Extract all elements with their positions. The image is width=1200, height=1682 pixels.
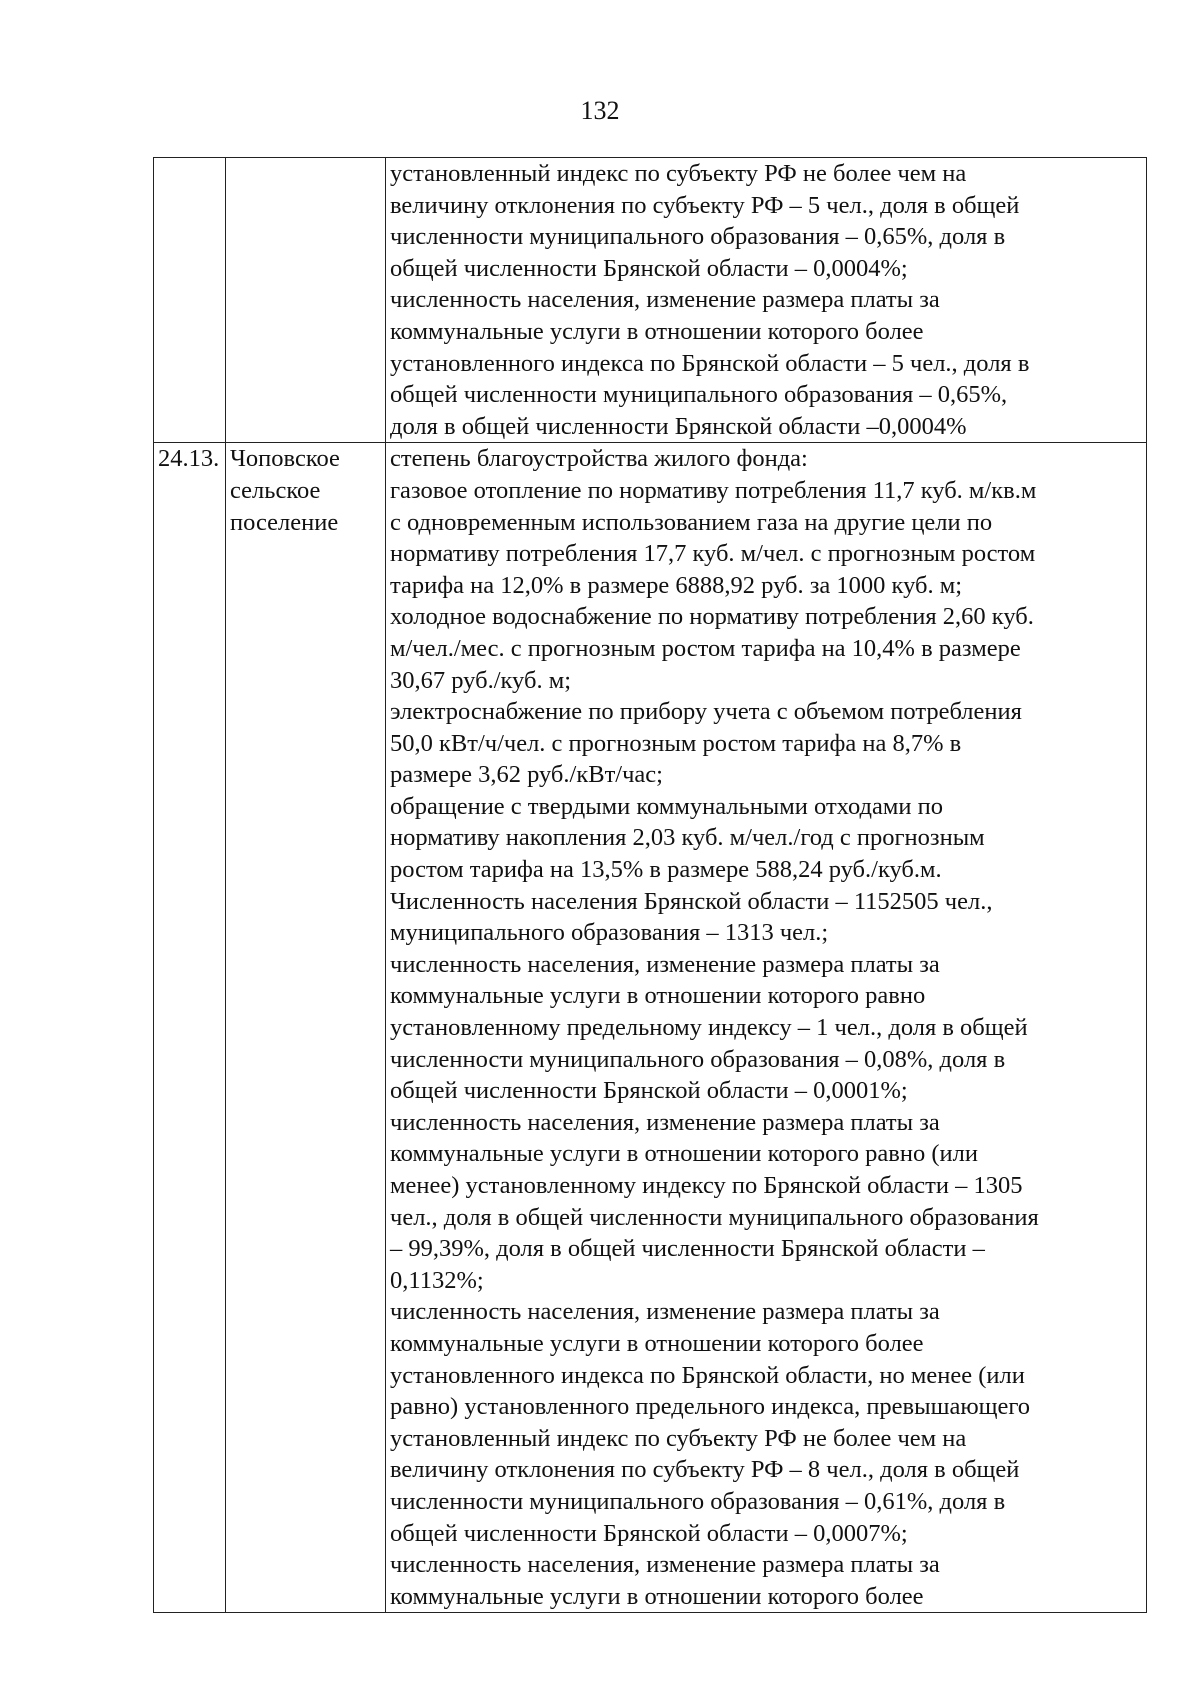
- description-line: общей численности Брянской области – 0,0004%;: [390, 254, 908, 282]
- description-line: 30,67 руб./куб. м;: [390, 666, 572, 694]
- description-line: коммунальные услуги в отношении которого более: [390, 1582, 924, 1610]
- description-line: доля в общей численности Брянской области –0,0004%: [390, 412, 967, 440]
- description-line: величину отклонения по субъекту РФ – 8 чел., доля в общей: [390, 1456, 1020, 1484]
- description-line: установленный индекс по субъекту РФ не более чем на: [390, 160, 967, 187]
- row-number-cell: [154, 158, 226, 443]
- row-number: 24.13.: [158, 445, 220, 473]
- description-line: коммунальные услуги в отношении которого более: [390, 1329, 924, 1357]
- description-line: нормативу накопления 2,03 куб. м/чел./год с прогнозным: [390, 824, 985, 852]
- document-table: [153, 157, 1147, 1613]
- description-line: размере 3,62 руб./кВт/час;: [390, 761, 663, 789]
- description-line: установленного индекса по Брянской области – 5 чел., доля в: [390, 349, 1030, 377]
- description-line: численность населения, изменение размера платы за: [390, 1551, 940, 1579]
- description-line: численности муниципального образования – 0,61%, доля в: [390, 1487, 1006, 1515]
- description-line: численность населения, изменение размера платы за: [390, 950, 940, 978]
- municipality-name-line: поселение: [230, 508, 339, 536]
- description-line: общей численности Брянской области – 0,0007%;: [390, 1519, 908, 1547]
- description-cell: [386, 443, 1147, 1613]
- description-line: численность населения, изменение размера платы за: [390, 1298, 940, 1326]
- description-line: коммунальные услуги в отношении которого более: [390, 317, 924, 345]
- description-line: обращение с твердыми коммунальными отходами по: [390, 792, 943, 820]
- municipality-cell: [226, 158, 386, 443]
- description-line: численности муниципального образования – 0,65%, доля в: [390, 223, 1006, 251]
- table-body: [154, 158, 1147, 1613]
- table-row: [154, 443, 1147, 1613]
- description-line: степень благоустройства жилого фонда:: [390, 445, 808, 473]
- description-line: тарифа на 12,0% в размере 6888,92 руб. за 1000 куб. м;: [390, 571, 963, 599]
- description-line: коммунальные услуги в отношении которого равно (или: [390, 1140, 978, 1168]
- description-line: общей численности муниципального образования – 0,65%,: [390, 381, 1008, 409]
- description-line: муниципального образования – 1313 чел.;: [390, 919, 829, 947]
- description-line: с одновременным использованием газа на другие цели по: [390, 508, 993, 536]
- municipality-name-line: Чоповское: [230, 445, 340, 473]
- municipality-cell: [226, 443, 386, 1613]
- municipality-name-line: сельское: [230, 476, 321, 504]
- description-line: 0,1132%;: [390, 1266, 484, 1294]
- description-line: ростом тарифа на 13,5% в размере 588,24 руб./куб.м.: [390, 856, 942, 884]
- row-number-cell: [154, 443, 226, 1613]
- description-line: 50,0 кВт/ч/чел. с прогнозным ростом тарифа на 8,7% в: [390, 729, 962, 757]
- description-line: общей численности Брянской области – 0,0001%;: [390, 1077, 908, 1105]
- description-line: чел., доля в общей численности муниципального образования: [390, 1203, 1039, 1231]
- description-line: электроснабжение по прибору учета с объемом потребления: [390, 698, 1022, 726]
- description-line: численности муниципального образования – 0,08%, доля в: [390, 1045, 1006, 1073]
- description-line: установленного индекса по Брянской области, но менее (или: [390, 1361, 1025, 1389]
- description-line: равно) установленного предельного индекса, превышающего: [390, 1393, 1031, 1421]
- description-line: Численность населения Брянской области – 1152505 чел.,: [390, 887, 993, 915]
- description-line: численность населения, изменение размера платы за: [390, 1108, 940, 1136]
- description-line: коммунальные услуги в отношении которого равно: [390, 982, 926, 1010]
- description-line: нормативу потребления 17,7 куб. м/чел. с прогнозным ростом: [390, 540, 1036, 568]
- description-line: установленный индекс по субъекту РФ не более чем на: [390, 1424, 967, 1452]
- description-line: установленному предельному индексу – 1 чел., доля в общей: [390, 1014, 1028, 1042]
- description-line: холодное водоснабжение по нормативу потребления 2,60 куб.: [390, 603, 1034, 631]
- table-row: [154, 158, 1147, 443]
- description-cell: [386, 158, 1147, 443]
- description-line: – 99,39%, доля в общей численности Брянской области –: [390, 1235, 985, 1263]
- page-number: 132: [580, 96, 620, 125]
- description-line: численность населения, изменение размера платы за: [390, 286, 940, 314]
- description-line: величину отклонения по субъекту РФ – 5 чел., доля в общей: [390, 191, 1020, 219]
- description-line: газовое отопление по нормативу потребления 11,7 куб. м/кв.м: [390, 476, 1037, 504]
- description-line: м/чел./мес. с прогнозным ростом тарифа на 10,4% в размере: [390, 634, 1021, 662]
- description-line: менее) установленному индексу по Брянской области – 1305: [390, 1172, 1023, 1199]
